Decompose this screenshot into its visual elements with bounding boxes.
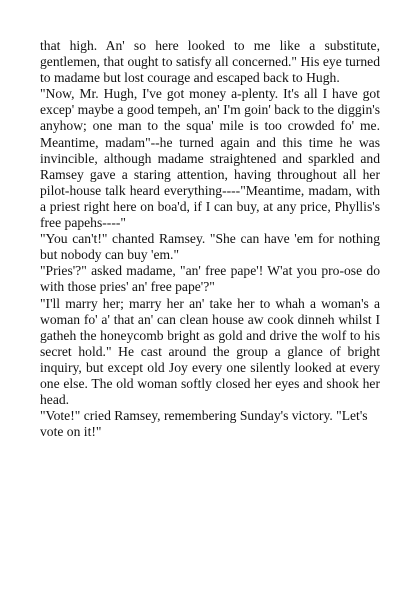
paragraph: "You can't!" chanted Ramsey. "She can have 'em for nothing but nobody can buy 'em." <box>40 231 380 263</box>
paragraph: "Now, Mr. Hugh, I've got money a-plenty. It's all I have got excep' maybe a good tempeh, an' I'm goin' back to the diggin's anyhow; one man to the squa' mile is too crowded fo' me. Meantime, madam"--he turned again and this time he was invincible, although madame straightened and sparkled and Ramsey gave a staring attention, having throughout all her pilot-house talk heard everything----"Meantime, madam, with a priest right here on boa'd, if I can buy, at any price, Phyllis's free papehs----" <box>40 86 380 231</box>
paragraph: "I'll marry her; marry her an' take her to whah a woman's a woman fo' a' that an' can clean house aw cook dinneh whilst I gatheh the honeycomb bright as gold and drive the wolf to his secret hold." He cast around the group a glance of bright inquiry, but except old Joy every one silently looked at every one else. The old woman softly closed her eyes and shook her head. <box>40 295 380 408</box>
paragraph: "Pries'?" asked madame, "an' free pape'! W'at you pro-ose do with those pries' an' free pape'?" <box>40 263 380 295</box>
paragraph: "Vote!" cried Ramsey, remembering Sunday's victory. "Let's vote on it!" <box>40 408 368 440</box>
book-page <box>40 38 380 440</box>
paragraph: that high. An' so here looked to me like a substitute, gentlemen, that ought to satisfy all concerned." His eye turned to madame but lost courage and escaped back to Hugh. <box>40 38 380 86</box>
